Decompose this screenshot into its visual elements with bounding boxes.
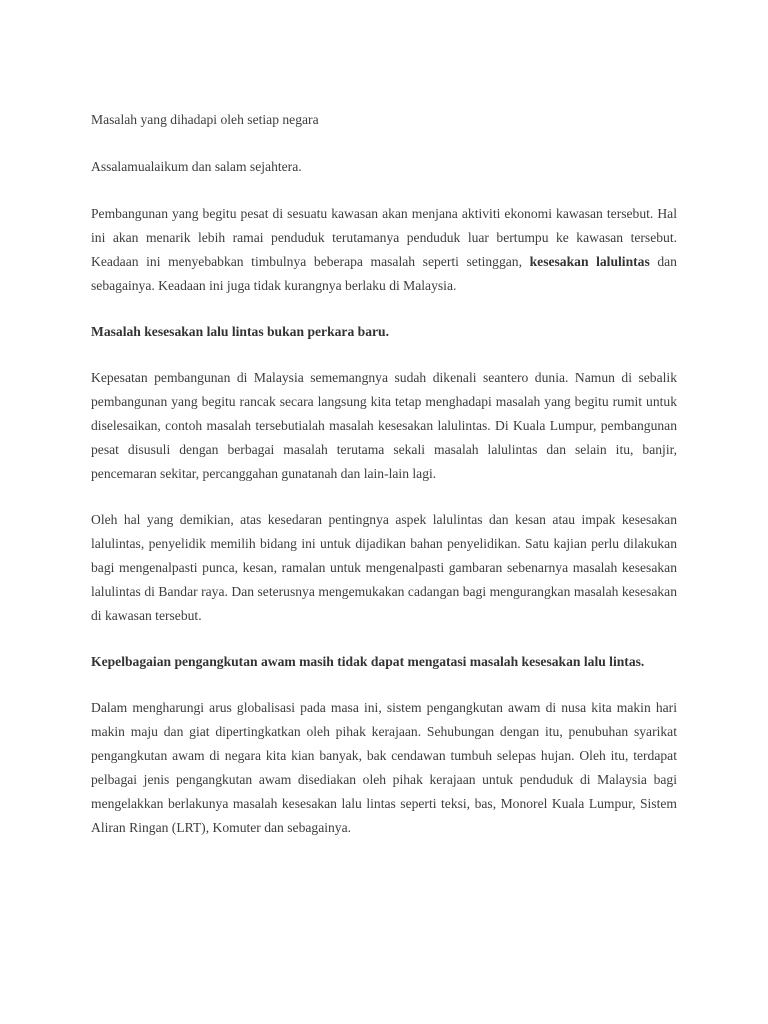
paragraph-public-transport: Dalam mengharungi arus globalisasi pada masa ini, sistem pengangkutan awam di nusa kita makin hari makin maju dan giat dipertingkatkan oleh pihak kerajaan. Sehubungan dengan itu, penubuhan syarikat pengangkutan awam di negara kita kian banyak, bak cendawan tumbuh selepas hujan. Oleh itu, terdapat pelbagai jenis pengangkutan awam disediakan oleh pihak kerajaan untuk penduduk di Malaysia bagi mengelakkan berlakunya masalah kesesakan lalu lintas seperti teksi, bas, Monorel Kuala Lumpur, Sistem Aliran Ringan (LRT), Komuter dan sebagainya. [91,700,677,835]
section-heading-transport: Kepelbagaian pengangkutan awam masih tidak dapat mengatasi masalah kesesakan lalu lintas. [91,654,645,669]
paragraph-development: Kepesatan pembangunan di Malaysia sememangnya sudah dikenali seantero dunia. Namun di sebalik pembangunan yang begitu rancak secara langsung kita tetap menghadapi masalah yang begitu rumit untuk diselesaikan, contoh masalah tersebutialah masalah kesesakan lalulintas. Di Kuala Lumpur, pembangunan pesat disusuli dengan berbagai masalah terutama sekali masalah lalulintas dan selain itu, banjir, pencemaran sekitar, percanggahan gunatanah dan lain-lain lagi. [91,370,677,481]
document-title: Masalah yang dihadapi oleh setiap negara [91,112,319,127]
intro-bold-phrase: kesesakan lalulintas [529,254,650,269]
document-page [91,108,677,840]
section-heading-traffic: Masalah kesesakan lalu lintas bukan perkara baru. [91,324,390,339]
intro-text-end: dan sebagainya. Keadaan ini juga tidak kurangnya berlaku di Malaysia. [91,254,677,293]
intro-paragraph [91,202,677,298]
intro-text-start: Pembangunan yang begitu pesat di sesuatu kawasan akan menjana aktiviti ekonomi kawasan tersebut. Hal ini akan menarik lebih ramai penduduk terutamanya penduduk luar bertumpu ke kawasan tersebut. Keadaan ini menyebabkan timbulnya beberapa masalah seperti setinggan, [91,206,677,269]
paragraph-research: Oleh hal yang demikian, atas kesedaran pentingnya aspek lalulintas dan kesan atau impak kesesakan lalulintas, penyelidik memilih bidang ini untuk dijadikan bahan penyelidikan. Satu kajian perlu dilakukan bagi mengenalpasti punca, kesan, ramalan untuk mengenalpasti gambaran sebenarnya masalah kesesakan lalulintas di Bandar raya. Dan seterusnya mengemukakan cadangan bagi mengurangkan masalah kesesakan di kawasan tersebut. [91,512,677,623]
greeting-text: Assalamualaikum dan salam sejahtera. [91,159,302,174]
